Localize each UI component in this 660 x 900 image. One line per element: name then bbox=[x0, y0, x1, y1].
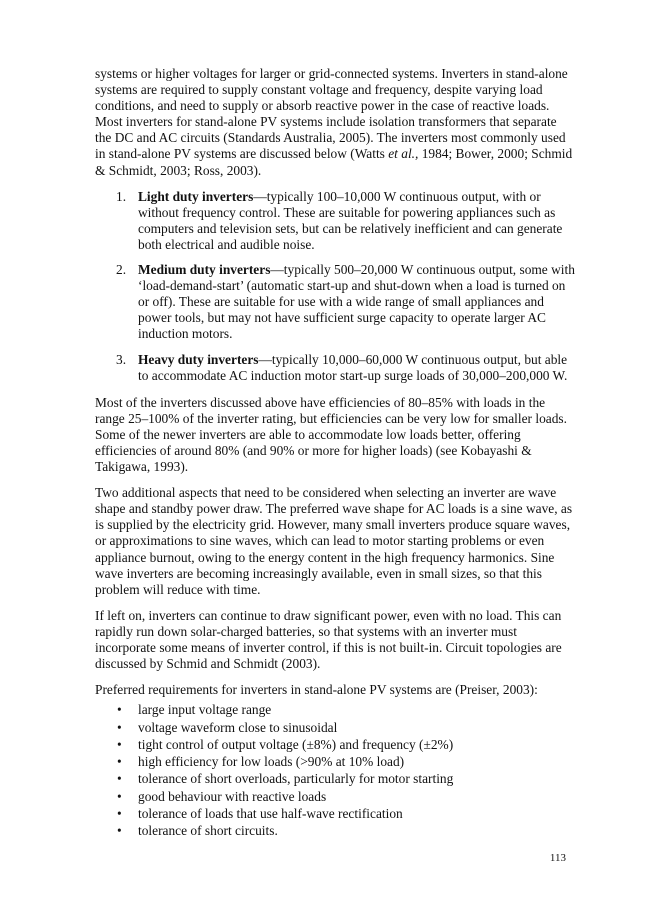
item-number: 3. bbox=[116, 351, 127, 367]
item-heading: Heavy duty inverters bbox=[138, 351, 259, 367]
list-item-text: large input voltage range bbox=[138, 702, 272, 718]
list-item bbox=[95, 788, 575, 805]
numbered-item bbox=[95, 352, 575, 384]
list-item-text: tolerance of short overloads, particularly for motor starting bbox=[138, 771, 454, 787]
body-paragraph: Preferred requirements for inverters in stand-alone PV systems are (Preiser, 2003): bbox=[95, 682, 538, 698]
intro-text-end: 1984; Bower, 2000; Schmid & Schmidt, 2003; Ross, 2003). bbox=[95, 146, 573, 178]
bullet-icon: • bbox=[117, 806, 122, 822]
list-item bbox=[95, 822, 575, 839]
list-item-text: high efficiency for low loads (>90% at 10% load) bbox=[138, 754, 405, 770]
list-item bbox=[95, 753, 575, 770]
item-text: —typically 500–20,000 W continuous output, some with ‘load-demand-start’ (automatic start-up and shut-down when a load is turned on or off). These are suitable for use with a wide range of small appliances and power tools, but may not have sufficient surge capacity to operate larger AC induction motors. bbox=[138, 262, 575, 342]
requirements-list bbox=[95, 701, 575, 839]
list-item-text: tolerance of loads that use half-wave rectification bbox=[138, 806, 403, 822]
numbered-item bbox=[95, 189, 575, 253]
bullet-icon: • bbox=[117, 823, 122, 839]
list-item bbox=[95, 736, 575, 753]
intro-text: systems or higher voltages for larger or grid-connected systems. Inverters in stand-alone systems are required to supply constant voltage and frequency, despite varying load conditions, and need to supply or absorb reactive power in the case of reactive loads. Most inverters for stand-alone PV systems include isolation transformers that separate the DC and AC circuits (Standards Australia, 2005). The inverters most commonly used in stand-alone PV systems are discussed below (Watts bbox=[95, 66, 568, 162]
item-heading: Light duty inverters bbox=[138, 188, 254, 204]
item-text: —typically 10,000–60,000 W continuous output, but able to accommodate AC induction motor start-up surge loads of 30,000–200,000 W. bbox=[138, 351, 568, 383]
item-number: 2. bbox=[116, 262, 127, 278]
item-number: 1. bbox=[116, 188, 127, 204]
list-item-text: tight control of output voltage (±8%) and frequency (±2%) bbox=[138, 736, 454, 752]
bullet-icon: • bbox=[117, 771, 122, 787]
bullet-icon: • bbox=[117, 754, 122, 770]
list-item bbox=[95, 805, 575, 822]
list-item-text: voltage waveform close to sinusoidal bbox=[138, 719, 338, 735]
bullet-icon: • bbox=[117, 702, 122, 718]
list-item-text: tolerance of short circuits. bbox=[138, 823, 278, 839]
item-text: —typically 100–10,000 W continuous output, with or without frequency control. These are suitable for powering appliances such as computers and television sets, but can be relatively inefficient and can generate both electrical and audible noise. bbox=[138, 188, 563, 252]
list-item bbox=[95, 770, 575, 787]
page-number: 113 bbox=[549, 852, 566, 864]
page-body bbox=[95, 66, 575, 840]
bullet-icon: • bbox=[117, 788, 122, 804]
numbered-item bbox=[95, 262, 575, 342]
bullet-icon: • bbox=[117, 736, 122, 752]
intro-italic: et al., bbox=[388, 146, 419, 162]
item-heading: Medium duty inverters bbox=[138, 262, 271, 278]
body-paragraph: Most of the inverters discussed above have efficiencies of 80–85% with loads in the range 25–100% of the inverter rating, but efficiencies can be very low for smaller loads. Some of the newer inverters are able to accommodate low loads better, offering efficiencies of around 80% (and 90% or more for higher loads) (see Kobayashi & Takigawa, 1993). bbox=[95, 394, 567, 475]
body-paragraph: Two additional aspects that need to be considered when selecting an inverter are wave shape and standby power draw. The preferred wave shape for AC loads is a sine wave, as is supplied by the electricity grid. However, many small inverters produce square waves, or approximations to sine waves, which can lead to motor starting problems or even appliance burnout, owing to the energy content in the high frequency harmonics. Sine wave inverters are becoming increasingly available, even in small sizes, so that this problem will reduce with time. bbox=[95, 485, 573, 597]
list-item-text: good behaviour with reactive loads bbox=[138, 788, 327, 804]
list-item bbox=[95, 701, 575, 718]
bullet-icon: • bbox=[117, 719, 122, 735]
intro-paragraph bbox=[95, 66, 575, 179]
list-item bbox=[95, 719, 575, 736]
body-paragraph: If left on, inverters can continue to draw significant power, even with no load. This can rapidly run down solar-charged batteries, so that systems with an inverter must incorporate some means of inverter control, if this is not built-in. Circuit topologies are discussed by Schmid and Schmidt (2003). bbox=[95, 607, 562, 672]
